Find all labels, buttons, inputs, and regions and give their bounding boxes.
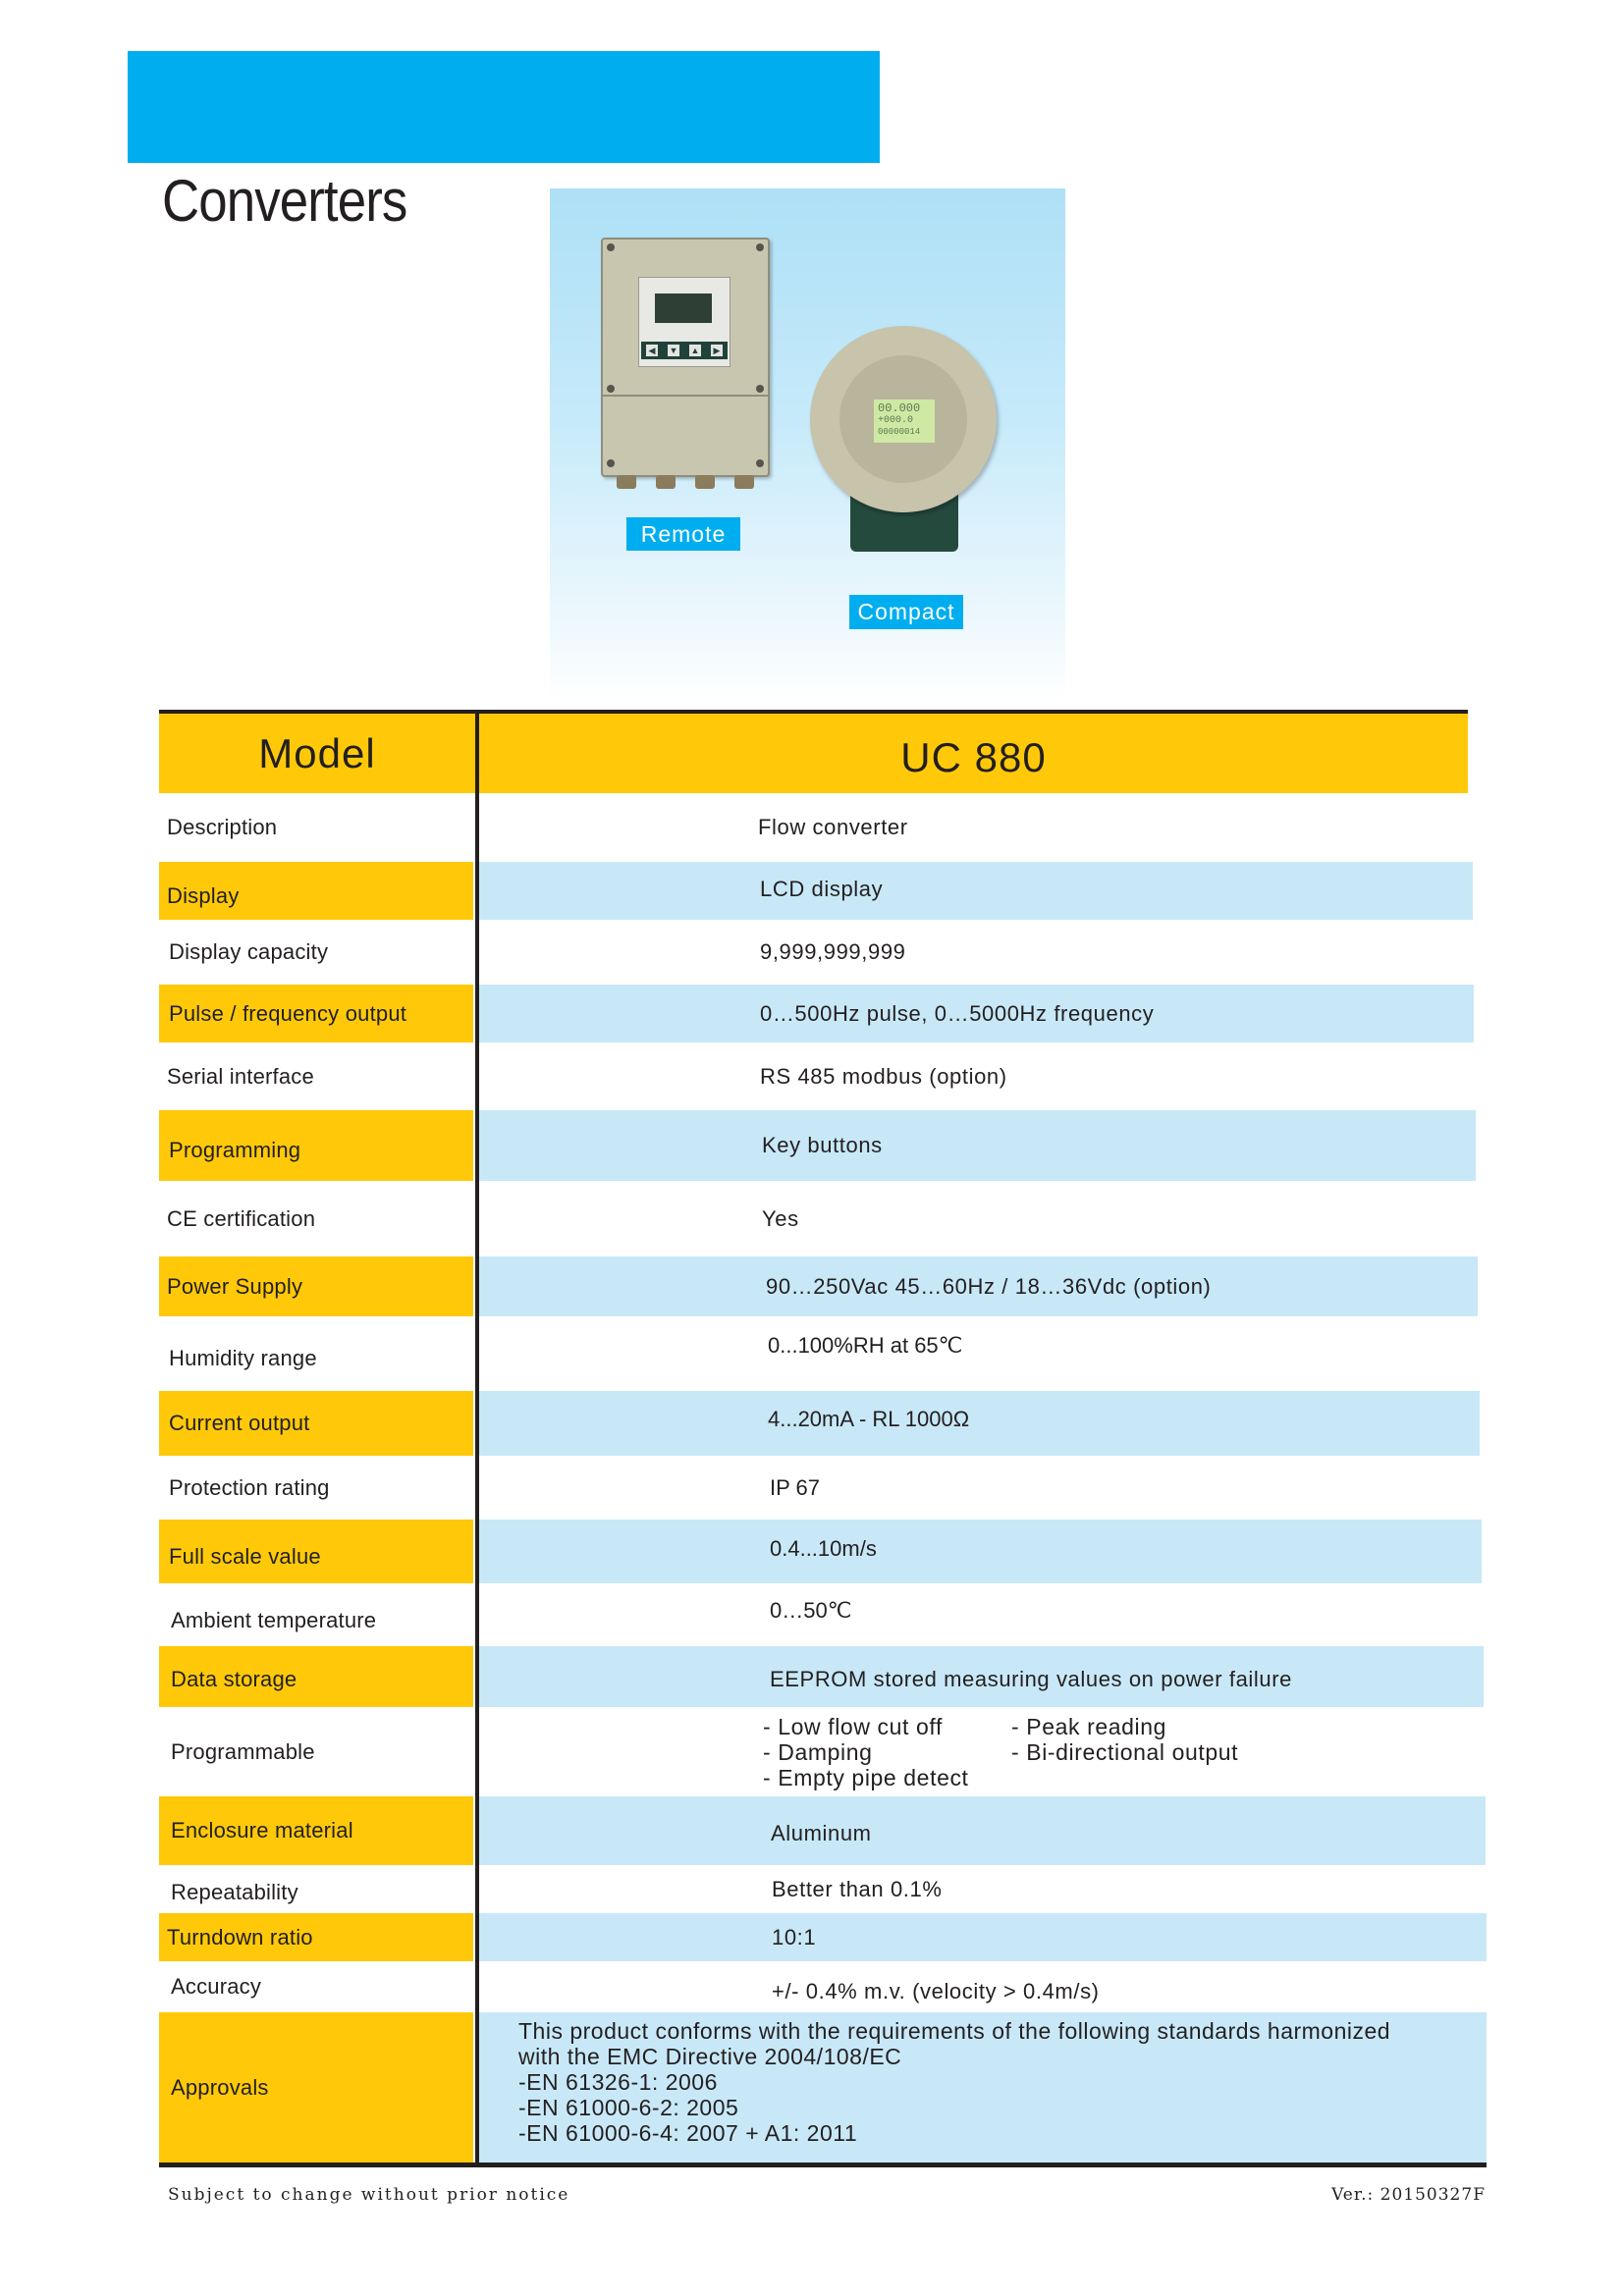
- table-row: [0, 1110, 1623, 1181]
- row-label: Description: [167, 815, 278, 839]
- table-row: [0, 1796, 1623, 1865]
- row-value: Aluminum: [479, 1796, 1486, 1865]
- remote-converter-image: [601, 238, 770, 477]
- row-value: EEPROM stored measuring values on power failure: [479, 1646, 1484, 1707]
- table-row: [0, 1520, 1623, 1583]
- row-value: 9,999,999,999: [760, 939, 906, 964]
- screw-icon: [756, 243, 764, 251]
- row-label: Display capacity: [169, 939, 329, 964]
- row-value: +/- 0.4% m.v. (velocity > 0.4m/s): [772, 1979, 1100, 2003]
- model-value: UC 880: [479, 714, 1468, 793]
- up-arrow-key-icon: ▲: [690, 346, 700, 355]
- compact-converter-image: [810, 326, 997, 512]
- remote-front-panel: [638, 277, 730, 367]
- row-value: RS 485 modbus (option): [760, 1063, 1007, 1089]
- approvals-line: -EN 61000-6-4: 2007 + A1: 2011: [518, 2120, 858, 2146]
- row-label: Current output: [159, 1391, 473, 1456]
- programmable-item: - Empty pipe detect: [763, 1764, 969, 1790]
- table-row: [0, 1181, 1623, 1256]
- footer-version: Ver.: 20150327F: [1331, 2185, 1486, 2205]
- row-label: Protection rating: [169, 1474, 330, 1500]
- page-title: Converters: [162, 168, 407, 234]
- row-label: Serial interface: [167, 1063, 314, 1089]
- row-value: LCD display: [479, 862, 1473, 920]
- product-photo: [550, 188, 1065, 702]
- table-row: [0, 1256, 1623, 1316]
- row-value: 90…250Vac 45…60Hz / 18…36Vdc (option): [479, 1256, 1478, 1316]
- table-row: [0, 1913, 1623, 1961]
- model-label: Model: [159, 714, 475, 793]
- row-value: Yes: [762, 1205, 799, 1231]
- row-label: Ambient temperature: [171, 1608, 377, 1632]
- approvals-line: with the EMC Directive 2004/108/EC: [518, 2044, 902, 2069]
- row-value: IP 67: [770, 1474, 820, 1500]
- table-row: [0, 862, 1623, 920]
- table-row: [0, 1042, 1623, 1110]
- row-label: Repeatability: [171, 1879, 298, 1904]
- programmable-list: [763, 1714, 1238, 1790]
- row-label: Enclosure material: [159, 1796, 473, 1865]
- housing-seam: [603, 395, 768, 397]
- down-arrow-key-icon: ▼: [669, 346, 678, 355]
- row-value: [479, 1707, 1485, 1796]
- row-label: Display: [159, 862, 473, 920]
- table-row: [0, 1456, 1623, 1520]
- table-row: [0, 2012, 1623, 2163]
- table-row: [0, 1583, 1623, 1646]
- programmable-item: - Bi-directional output: [1011, 1738, 1239, 1765]
- row-label: Data storage: [159, 1646, 473, 1707]
- row-value: 0…50℃: [770, 1598, 852, 1623]
- approvals-line: -EN 61000-6-2: 2005: [518, 2095, 739, 2120]
- screw-icon: [756, 459, 764, 467]
- row-value: 0...100%RH at 65℃: [768, 1333, 963, 1358]
- table-row: [0, 1391, 1623, 1456]
- screw-icon: [756, 385, 764, 393]
- row-value: Flow converter: [758, 815, 908, 839]
- row-label: Pulse / frequency output: [159, 985, 473, 1042]
- lcd-line: 00.000: [878, 401, 921, 415]
- table-row: [0, 793, 1623, 862]
- row-value: [479, 2012, 1487, 2163]
- header-banner: [128, 51, 880, 163]
- cable-gland: [734, 475, 754, 489]
- right-arrow-key-icon: ▶: [711, 345, 723, 356]
- row-value: 0.4...10m/s: [479, 1520, 1482, 1583]
- lcd-line: 00000014: [878, 427, 921, 437]
- screw-icon: [607, 459, 615, 467]
- row-label: Programming: [159, 1110, 473, 1181]
- row-label: Approvals: [159, 2012, 473, 2163]
- row-label: Programmable: [171, 1738, 315, 1764]
- row-label: Power Supply: [159, 1256, 473, 1316]
- table-header-row: [0, 714, 1623, 793]
- remote-lcd-screen: [655, 294, 712, 323]
- table-row: [0, 1707, 1623, 1796]
- compact-label: Compact: [849, 595, 963, 629]
- table-row: [0, 1961, 1623, 2012]
- row-value: Key buttons: [479, 1110, 1476, 1181]
- compact-window: [839, 355, 967, 483]
- remote-keypad: [641, 342, 728, 359]
- row-label: Full scale value: [159, 1520, 473, 1583]
- left-arrow-key-icon: ◀: [646, 345, 658, 356]
- approvals-line: -EN 61326-1: 2006: [518, 2069, 718, 2095]
- table-row: [0, 920, 1623, 985]
- cable-gland: [695, 475, 715, 489]
- row-label: Humidity range: [169, 1346, 317, 1370]
- row-value: Better than 0.1%: [772, 1876, 943, 1901]
- screw-icon: [607, 385, 615, 393]
- row-value: 4...20mA - RL 1000Ω: [479, 1391, 1480, 1456]
- table-row: [0, 1646, 1623, 1707]
- row-value: 0…500Hz pulse, 0…5000Hz frequency: [479, 985, 1474, 1042]
- row-label: Turndown ratio: [159, 1913, 473, 1961]
- compact-lcd-screen: [874, 400, 935, 443]
- approvals-text: [518, 2018, 1390, 2146]
- programmable-item: - Low flow cut off: [763, 1713, 943, 1739]
- table-column-divider: [475, 710, 479, 2163]
- cable-gland: [617, 475, 636, 489]
- cable-gland: [656, 475, 676, 489]
- row-label: Accuracy: [171, 1974, 262, 1999]
- remote-label: Remote: [626, 517, 740, 551]
- screw-icon: [607, 243, 615, 251]
- row-label: CE certification: [167, 1205, 316, 1231]
- footer-notice: Subject to change without prior notice: [168, 2185, 570, 2205]
- approvals-line: This product conforms with the requirements of the following standards harmonized: [518, 2018, 1391, 2044]
- programmable-item: - Peak reading: [1011, 1713, 1166, 1739]
- table-row: [0, 985, 1623, 1042]
- programmable-item: - Damping: [763, 1738, 873, 1765]
- table-row: [0, 1865, 1623, 1913]
- lcd-line: +000.0: [878, 415, 914, 426]
- table-bottom-rule: [159, 2163, 1487, 2167]
- row-value: 10:1: [479, 1913, 1487, 1961]
- table-row: [0, 1316, 1623, 1391]
